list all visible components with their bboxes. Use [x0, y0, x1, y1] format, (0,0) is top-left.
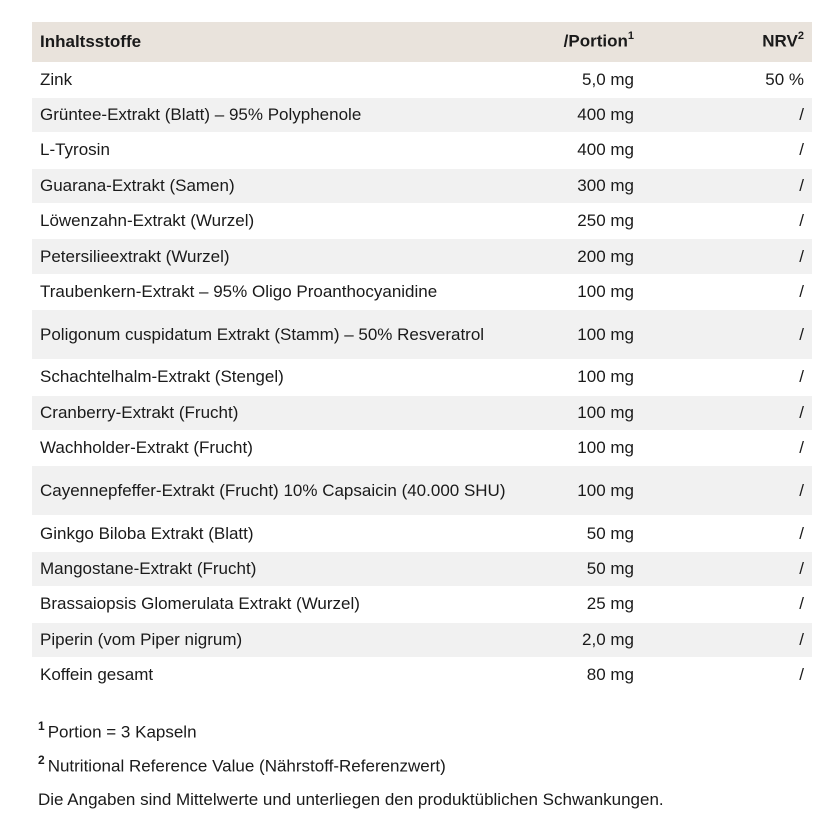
ingredient-nrv: /	[799, 629, 804, 649]
table-row	[32, 310, 812, 360]
table-row	[32, 657, 812, 692]
table-row	[32, 516, 812, 551]
footnote-ref-1: 1	[627, 30, 634, 43]
footnote-2	[38, 747, 446, 781]
ingredient-nrv: /	[799, 282, 804, 302]
ingredient-nrv: /	[799, 480, 804, 500]
table-row	[32, 204, 812, 239]
ingredient-name: Poligonum cuspidatum Extrakt (Stamm) – 50% Resveratrol	[40, 324, 485, 344]
ingredient-nrv: /	[799, 105, 804, 125]
footnotes	[38, 713, 446, 780]
ingredients-table	[32, 22, 812, 693]
ingredient-amount: 100 mg	[577, 480, 634, 500]
table-row	[32, 168, 812, 203]
table-row	[32, 587, 812, 622]
footnote-ref-2: 2	[797, 30, 804, 43]
table-row	[32, 97, 812, 132]
table-row	[32, 395, 812, 430]
ingredient-nrv: /	[799, 523, 804, 543]
header-nrv: NRV$^2$	[762, 30, 804, 52]
ingredient-name: Zink	[40, 69, 73, 89]
ingredient-name: Piperin (vom Piper nigrum)	[40, 629, 243, 649]
ingredient-name: Cayennepfeffer-Extrakt (Frucht) 10% Capsaicin (40.000 SHU)	[40, 480, 506, 500]
ingredient-amount: 400 mg	[577, 105, 634, 125]
ingredient-nrv: /	[799, 140, 804, 160]
ingredient-name: Ginkgo Biloba Extrakt (Blatt)	[40, 523, 254, 543]
ingredient-nrv: /	[799, 402, 804, 422]
ingredient-nrv: /	[799, 324, 804, 344]
ingredient-name: Koffein gesamt	[40, 665, 154, 685]
table-row	[32, 274, 812, 309]
table-row	[32, 62, 812, 97]
ingredient-name: Wachholder-Extrakt (Frucht)	[40, 438, 253, 458]
ingredients-table-container	[32, 22, 812, 693]
table-row	[32, 360, 812, 395]
header-ingredients: Inhaltsstoffe	[40, 31, 142, 51]
ingredient-name: Grüntee-Extrakt (Blatt) – 95% Polyphenole	[40, 105, 362, 125]
ingredient-name: Cranberry-Extrakt (Frucht)	[40, 402, 239, 422]
ingredient-amount: 400 mg	[577, 140, 634, 160]
ingredient-amount: 2,0 mg	[582, 629, 634, 649]
ingredient-amount: 50 mg	[586, 558, 634, 578]
ingredient-name: Traubenkern-Extrakt – 95% Oligo Proanthocyanidine	[40, 282, 438, 302]
table-row	[32, 431, 812, 466]
footnote-text: Nutritional Reference Value (Nährstoff-Referenzwert)	[47, 756, 446, 776]
ingredient-amount: 80 mg	[586, 665, 634, 685]
footnote-mark: 2	[38, 752, 45, 767]
ingredient-nrv: /	[799, 594, 804, 614]
ingredient-name: Brassaiopsis Glomerulata Extrakt (Wurzel)	[40, 594, 360, 614]
disclaimer-text: Die Angaben sind Mittelwerte und unterliegen den produktüblichen Schwankungen.	[38, 790, 664, 809]
ingredient-amount: 250 mg	[577, 211, 634, 231]
ingredient-amount: 300 mg	[577, 175, 634, 195]
ingredient-amount: 100 mg	[577, 438, 634, 458]
footnote-mark: 1	[38, 719, 45, 733]
ingredient-nrv: /	[799, 246, 804, 266]
ingredient-nrv: 50 %	[765, 69, 804, 89]
ingredient-amount: 200 mg	[577, 246, 634, 266]
table-row	[32, 133, 812, 168]
ingredient-amount: 5,0 mg	[582, 69, 634, 89]
ingredient-name: L-Tyrosin	[40, 140, 110, 160]
ingredient-nrv: /	[799, 558, 804, 578]
ingredient-amount: 25 mg	[586, 594, 634, 614]
ingredient-amount: 100 mg	[577, 282, 634, 302]
table-row	[32, 551, 812, 586]
ingredient-amount: 50 mg	[586, 523, 634, 543]
header-portion: /Portion$^1$	[563, 30, 634, 52]
ingredient-name: Petersilieextrakt (Wurzel)	[40, 246, 230, 266]
ingredients-table-body	[32, 62, 812, 693]
ingredient-amount: 100 mg	[577, 324, 634, 344]
ingredient-nrv: /	[799, 665, 804, 685]
ingredient-nrv: /	[799, 367, 804, 387]
table-row	[32, 466, 812, 516]
footnote-text: Portion = 3 Kapseln	[47, 722, 197, 742]
table-header-row	[32, 22, 812, 62]
ingredient-amount: 100 mg	[577, 402, 634, 422]
ingredient-name: Schachtelhalm-Extrakt (Stengel)	[40, 367, 284, 387]
ingredient-name: Guarana-Extrakt (Samen)	[40, 175, 235, 195]
ingredient-name: Mangostane-Extrakt (Frucht)	[40, 558, 257, 578]
table-row	[32, 239, 812, 274]
ingredient-name: Löwenzahn-Extrakt (Wurzel)	[40, 211, 255, 231]
ingredient-nrv: /	[799, 438, 804, 458]
ingredient-nrv: /	[799, 175, 804, 195]
footnote-1	[38, 713, 446, 747]
table-row	[32, 622, 812, 657]
ingredient-amount: 100 mg	[577, 367, 634, 387]
ingredient-nrv: /	[799, 211, 804, 231]
